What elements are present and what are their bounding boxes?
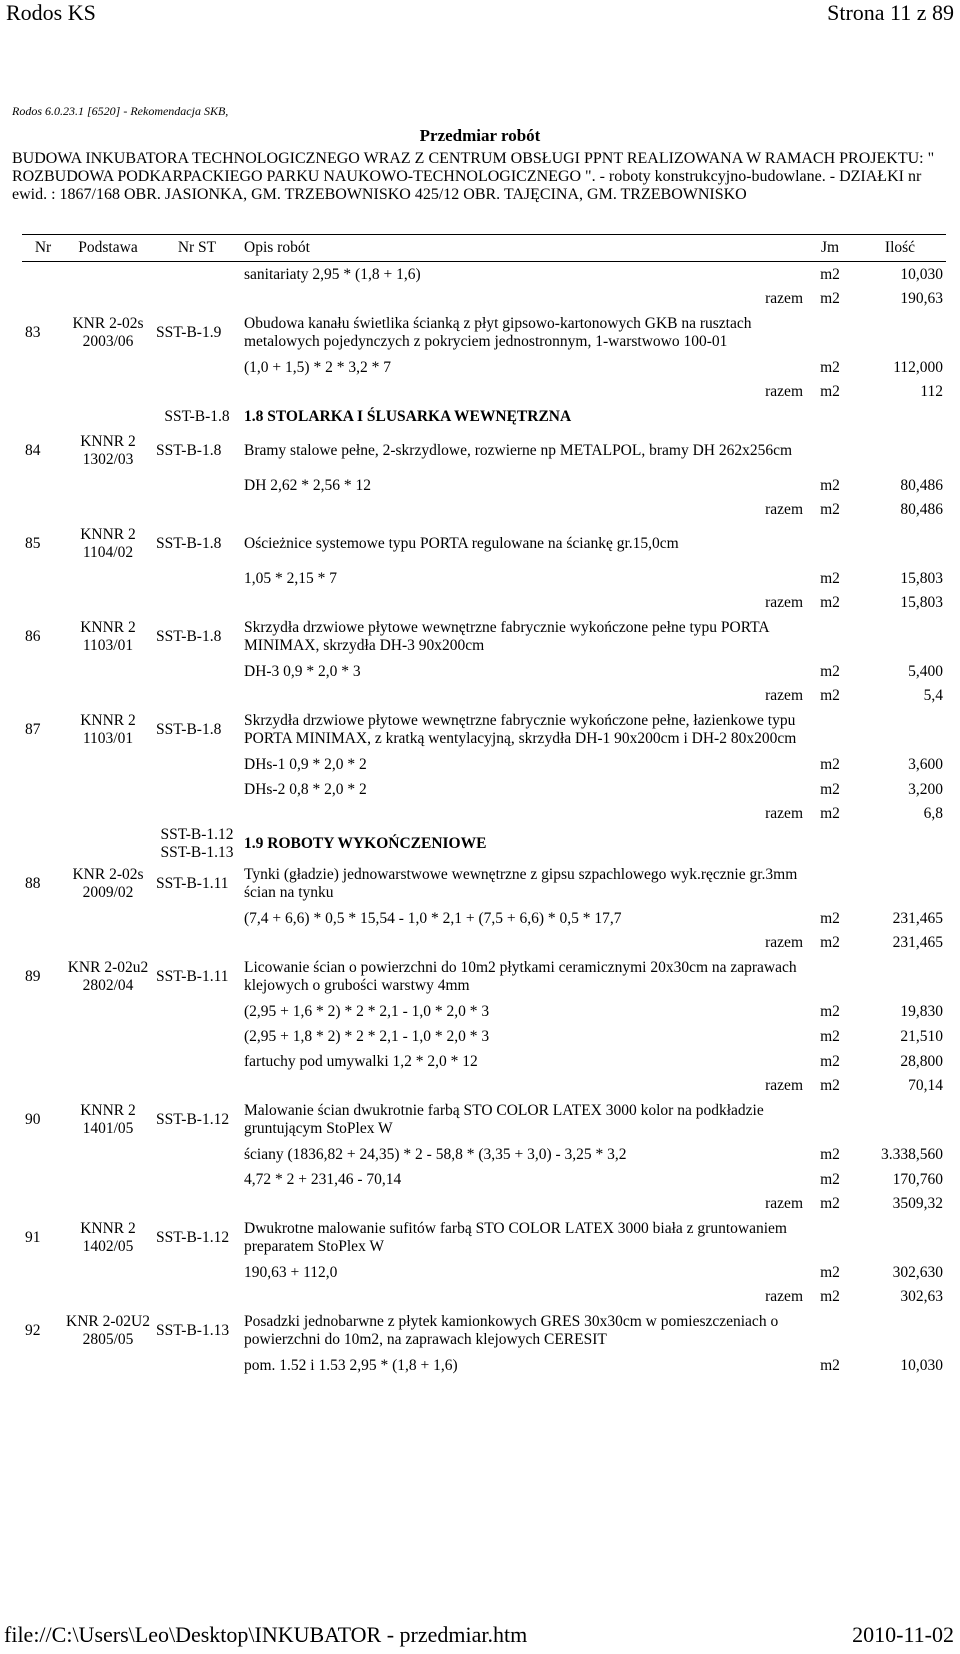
nrst-cell (153, 1353, 241, 1378)
table-row (22, 826, 946, 862)
unit-cell: m2 (820, 934, 840, 951)
podstawa-cell (63, 752, 153, 777)
document-title: Przedmiar robót (419, 126, 541, 145)
nrst-cell (153, 1049, 241, 1074)
quantity-total: 302,63 (900, 1288, 943, 1305)
quantity-cell (854, 522, 946, 566)
position-number: 86 (25, 628, 41, 645)
unit-cell: m2 (820, 1145, 840, 1163)
measure-text: DHs-2 0,8 * 2,0 * 2 (244, 780, 367, 798)
unit-cell: m2 (820, 1027, 840, 1045)
nrst-cell (153, 566, 241, 591)
unit-cell: m2 (820, 662, 840, 680)
position-number: 85 (25, 535, 41, 552)
podstawa-cell (63, 262, 153, 288)
nrst-cell (153, 1142, 241, 1167)
podstawa-cell (63, 1074, 153, 1098)
unit-cell (806, 311, 854, 355)
unit-cell: m2 (820, 1263, 840, 1281)
quantity-cell (854, 1216, 946, 1260)
nrst-cell (153, 1285, 241, 1309)
nrst-cell (153, 999, 241, 1024)
podstawa-cell (63, 659, 153, 684)
podstawa-code: KNNR 2 1103/01 (80, 712, 136, 747)
measure-text: (2,95 + 1,8 * 2) * 2 * 2,1 - 1,0 * 2,0 * 3 (244, 1027, 490, 1045)
razem-label: razem (765, 594, 803, 611)
podstawa-cell (63, 1049, 153, 1074)
position-number: 84 (25, 442, 41, 459)
podstawa-cell (63, 931, 153, 955)
podstawa-code: KNNR 2 1402/05 (80, 1220, 136, 1255)
table-row (22, 955, 946, 999)
podstawa-cell (63, 1142, 153, 1167)
podstawa-cell (63, 473, 153, 498)
unit-cell: m2 (820, 687, 840, 704)
spec-code: SST-B-1.8 (156, 721, 222, 738)
cost-table (22, 234, 946, 1378)
unit-cell (806, 404, 854, 429)
quantity-total: 112 (920, 383, 943, 400)
quantity-cell: 112,000 (893, 358, 943, 376)
table-row (22, 1098, 946, 1142)
quantity-cell: 231,465 (892, 909, 943, 927)
nrst-cell (153, 473, 241, 498)
quantity-cell (854, 955, 946, 999)
table-row (22, 1309, 946, 1353)
quantity-cell: 3,200 (908, 780, 943, 798)
col-nrst: Nr ST (153, 235, 241, 262)
nr-cell (22, 404, 63, 429)
unit-cell: m2 (820, 383, 840, 400)
quantity-cell (854, 1098, 946, 1142)
measure-text: 1,05 * 2,15 * 7 (244, 569, 337, 587)
spec-code: SST-B-1.12 (156, 1229, 230, 1246)
podstawa-code: KNNR 2 1104/02 (80, 526, 136, 561)
razem-label: razem (765, 687, 803, 704)
table-row (22, 380, 946, 404)
header-page-number: Strona 11 z 89 (827, 0, 954, 25)
nr-cell (22, 659, 63, 684)
nr-cell (22, 1260, 63, 1285)
unit-cell: m2 (820, 1002, 840, 1020)
position-number: 88 (25, 875, 41, 892)
quantity-cell: 21,510 (900, 1027, 943, 1045)
nr-cell (22, 1142, 63, 1167)
quantity-cell: 19,830 (900, 1002, 943, 1020)
table-row (22, 591, 946, 615)
table-row (22, 566, 946, 591)
razem-label: razem (765, 1195, 803, 1212)
table-row (22, 1216, 946, 1260)
nrst-cell (153, 1260, 241, 1285)
footer-path: file://C:\Users\Leo\Desktop\INKUBATOR - przedmiar.htm (4, 1622, 528, 1647)
nr-cell (22, 591, 63, 615)
podstawa-code: KNR 2-02u2 2802/04 (67, 959, 149, 994)
table-row (22, 1024, 946, 1049)
quantity-cell: 5,400 (908, 662, 943, 680)
nrst-cell (153, 380, 241, 404)
table-row (22, 262, 946, 288)
nr-cell (22, 906, 63, 931)
spec-code: SST-B-1.12 SST-B-1.13 (160, 826, 234, 861)
work-description: Licowanie ścian o powierzchni do 10m2 płytkami ceramicznymi 20x30cm na zaprawach klejowych o grubości warstwy 4mm (244, 959, 797, 994)
measure-text: pom. 1.52 i 1.53 2,95 * (1,8 + 1,6) (244, 1356, 458, 1374)
nr-cell (22, 802, 63, 826)
table-row (22, 708, 946, 752)
quantity-total: 15,803 (900, 594, 943, 611)
header-left: Rodos KS (6, 0, 96, 25)
razem-label: razem (765, 934, 803, 951)
table-row (22, 684, 946, 708)
nr-cell (22, 684, 63, 708)
table-row (22, 1192, 946, 1216)
spec-code: SST-B-1.11 (156, 875, 229, 892)
position-number: 91 (25, 1229, 41, 1246)
nrst-cell (153, 355, 241, 380)
quantity-total: 6,8 (923, 805, 943, 822)
quantity-cell (854, 1309, 946, 1353)
podstawa-code: KNR 2-02U2 2805/05 (66, 1313, 150, 1348)
unit-cell: m2 (820, 290, 840, 307)
nr-cell (22, 931, 63, 955)
table-row (22, 777, 946, 802)
podstawa-code: KNNR 2 1103/01 (80, 619, 136, 654)
spec-code: SST-B-1.13 (156, 1322, 230, 1339)
nr-cell (22, 287, 63, 311)
nrst-cell (153, 498, 241, 522)
podstawa-cell (63, 1353, 153, 1378)
podstawa-cell (63, 498, 153, 522)
position-number: 83 (25, 324, 41, 341)
table-header-row (22, 235, 946, 262)
nrst-cell (153, 752, 241, 777)
unit-cell: m2 (820, 805, 840, 822)
unit-cell (806, 862, 854, 906)
unit-cell (806, 615, 854, 659)
nr-cell (22, 826, 63, 862)
position-number: 87 (25, 721, 41, 738)
quantity-cell: 3,600 (908, 755, 943, 773)
unit-cell (806, 1098, 854, 1142)
nrst-cell (153, 1074, 241, 1098)
table-row (22, 287, 946, 311)
spec-code: SST-B-1.8 (164, 407, 230, 425)
nrst-cell (153, 659, 241, 684)
nrst-cell (153, 262, 241, 288)
nr-cell (22, 566, 63, 591)
podstawa-cell (63, 591, 153, 615)
podstawa-cell (63, 380, 153, 404)
podstawa-cell (63, 1167, 153, 1192)
quantity-total: 190,63 (900, 290, 943, 307)
unit-cell: m2 (820, 476, 840, 494)
spec-code: SST-B-1.11 (156, 968, 229, 985)
table-row (22, 1142, 946, 1167)
table-row (22, 1167, 946, 1192)
table-row (22, 1049, 946, 1074)
podstawa-cell (63, 777, 153, 802)
work-description: Skrzydła drzwiowe płytowe wewnętrzne fabrycznie wykończone pełne, łazienkowe typu PORTA MINIMAX, z kratką wentylacyjną, skrzydła DH-1 90x200cm i DH-2 80x200cm (244, 712, 797, 747)
measure-text: fartuchy pod umywalki 1,2 * 2,0 * 12 (244, 1052, 478, 1070)
podstawa-cell (63, 684, 153, 708)
table-row (22, 1260, 946, 1285)
col-podstawa: Podstawa (63, 235, 153, 262)
nr-cell (22, 262, 63, 288)
quantity-cell (854, 708, 946, 752)
table-row (22, 1353, 946, 1378)
unit-cell: m2 (820, 909, 840, 927)
project-description: BUDOWA INKUBATORA TECHNOLOGICZNEGO WRAZ Z CENTRUM OBSŁUGI PPNT REALIZOWANA W RAMACH PROJEKTU: " ROZBUDOWA PODKARPACKIEGO PARKU NAUKOWO-TECHNOLOGICZNEGO ". - roboty konstrukcyjno-budowlane. - DZIAŁKI nr ewid. : 1867/168 OBR. JASIONKA, GM. TRZEBOWNISKO 425/12 OBR. TAJĘCINA, GM. TRZEBOWNISKO (12, 150, 935, 203)
section-heading: 1.8 STOLARKA I ŚLUSARKA WEWNĘTRZNA (244, 407, 572, 425)
unit-cell: m2 (820, 594, 840, 611)
table-row (22, 404, 946, 429)
work-description: Posadzki jednobarwne z płytek kamionkowych GRES 30x30cm w pomieszczeniach o powierzchni do 10m2, na zaprawach klejowych CERESIT (244, 1313, 779, 1348)
table-row (22, 862, 946, 906)
spec-code: SST-B-1.12 (156, 1111, 230, 1128)
unit-cell: m2 (820, 501, 840, 518)
quantity-cell: 170,760 (892, 1170, 943, 1188)
quantity-total: 80,486 (900, 501, 943, 518)
unit-cell: m2 (820, 358, 840, 376)
col-ilosc: Ilość (854, 235, 946, 262)
nr-cell (22, 1024, 63, 1049)
unit-cell: m2 (820, 1195, 840, 1212)
podstawa-cell (63, 1192, 153, 1216)
podstawa-cell (63, 1024, 153, 1049)
nr-cell (22, 1049, 63, 1074)
razem-label: razem (765, 1288, 803, 1305)
podstawa-cell (63, 906, 153, 931)
quantity-cell (854, 404, 946, 429)
unit-cell: m2 (820, 755, 840, 773)
measure-text: sanitariaty 2,95 * (1,8 + 1,6) (244, 265, 421, 283)
work-description: Dwukrotne malowanie sufitów farbą STO COLOR LATEX 3000 biała z gruntowaniem preparatem StoPlex W (244, 1220, 787, 1255)
unit-cell: m2 (820, 1356, 840, 1374)
nrst-cell (153, 777, 241, 802)
quantity-total: 3509,32 (892, 1195, 943, 1212)
quantity-cell: 80,486 (900, 476, 943, 494)
position-number: 90 (25, 1111, 41, 1128)
unit-cell: m2 (820, 1052, 840, 1070)
quantity-cell: 3.338,560 (881, 1145, 943, 1163)
version-line: Rodos 6.0.23.1 [6520] - Rekomendacja SKB, (12, 104, 229, 118)
unit-cell (806, 708, 854, 752)
spec-code: SST-B-1.9 (156, 324, 222, 341)
quantity-cell (854, 826, 946, 862)
work-description: Tynki (gładzie) jednowarstwowe wewnętrzne z gipsu szpachlowego wyk.ręcznie gr.3mm ścian na tynku (244, 866, 798, 901)
table-row (22, 802, 946, 826)
table-row (22, 1074, 946, 1098)
section-heading: 1.9 ROBOTY WYKOŃCZENIOWE (244, 835, 487, 852)
unit-cell (806, 429, 854, 473)
measure-text: DHs-1 0,9 * 2,0 * 2 (244, 755, 367, 773)
table-row (22, 659, 946, 684)
quantity-cell: 10,030 (900, 265, 943, 283)
nr-cell (22, 1285, 63, 1309)
table-row (22, 522, 946, 566)
nr-cell (22, 498, 63, 522)
podstawa-code: KNNR 2 1302/03 (80, 433, 136, 468)
footer-date: 2010-11-02 (852, 1622, 954, 1647)
quantity-cell (854, 311, 946, 355)
table-row (22, 498, 946, 522)
nr-cell (22, 380, 63, 404)
razem-label: razem (765, 501, 803, 518)
unit-cell: m2 (820, 1288, 840, 1305)
nrst-cell (153, 931, 241, 955)
podstawa-cell (63, 1260, 153, 1285)
measure-text: 4,72 * 2 + 231,46 - 70,14 (244, 1170, 402, 1188)
razem-label: razem (765, 383, 803, 400)
table-row (22, 1285, 946, 1309)
podstawa-cell (63, 355, 153, 380)
quantity-total: 5,4 (923, 687, 943, 704)
podstawa-code: KNR 2-02s 2003/06 (72, 315, 144, 350)
col-opis: Opis robót (241, 235, 806, 262)
measure-text: ściany (1836,82 + 24,35) * 2 - 58,8 * (3,35 + 3,0) - 3,25 * 3,2 (244, 1145, 627, 1163)
nr-cell (22, 1353, 63, 1378)
nrst-cell (153, 287, 241, 311)
measure-text: (7,4 + 6,6) * 0,5 * 15,54 - 1,0 * 2,1 + (7,5 + 6,6) * 0,5 * 17,7 (244, 909, 622, 927)
nr-cell (22, 1074, 63, 1098)
quantity-cell: 10,030 (900, 1356, 943, 1374)
measure-text: 190,63 + 112,0 (244, 1263, 338, 1281)
nrst-cell (153, 802, 241, 826)
razem-label: razem (765, 805, 803, 822)
measure-text: DH 2,62 * 2,56 * 12 (244, 476, 372, 494)
measure-text: (1,0 + 1,5) * 2 * 3,2 * 7 (244, 358, 391, 376)
measure-text: (2,95 + 1,6 * 2) * 2 * 2,1 - 1,0 * 2,0 * 3 (244, 1002, 490, 1020)
nr-cell (22, 473, 63, 498)
table-row (22, 752, 946, 777)
nrst-cell (153, 1167, 241, 1192)
razem-label: razem (765, 290, 803, 307)
work-description: Ościeżnice systemowe typu PORTA regulowane na ściankę gr.15,0cm (244, 535, 679, 552)
podstawa-cell (63, 826, 153, 862)
work-description: Bramy stalowe pełne, 2-skrzydlowe, rozwierne np METALPOL, bramy DH 262x256cm (244, 442, 793, 459)
table-row (22, 311, 946, 355)
work-description: Skrzydła drzwiowe płytowe wewnętrzne fabrycznie wykończone pełne typu PORTA MINIMAX, skrzydła DH-3 90x200cm (244, 619, 769, 654)
spec-code: SST-B-1.8 (156, 535, 222, 552)
quantity-cell: 28,800 (900, 1052, 943, 1070)
nrst-cell (153, 906, 241, 931)
nrst-cell (153, 684, 241, 708)
nr-cell (22, 1192, 63, 1216)
col-nr: Nr (22, 235, 63, 262)
unit-cell (806, 1309, 854, 1353)
spec-code: SST-B-1.8 (156, 442, 222, 459)
unit-cell: m2 (820, 780, 840, 798)
podstawa-cell (63, 404, 153, 429)
work-description: Malowanie ścian dwukrotnie farbą STO COLOR LATEX 3000 kolor na podkładzie gruntującym StoPlex W (244, 1102, 764, 1137)
page-header (0, 0, 960, 30)
unit-cell: m2 (820, 1077, 840, 1094)
unit-cell: m2 (820, 1170, 840, 1188)
quantity-total: 231,465 (892, 934, 943, 951)
position-number: 89 (25, 968, 41, 985)
nrst-cell (153, 1024, 241, 1049)
unit-cell (806, 955, 854, 999)
unit-cell (806, 826, 854, 862)
quantity-cell: 15,803 (900, 569, 943, 587)
nr-cell (22, 999, 63, 1024)
nr-cell (22, 1167, 63, 1192)
nr-cell (22, 752, 63, 777)
podstawa-cell (63, 287, 153, 311)
table-row (22, 931, 946, 955)
podstawa-cell (63, 1285, 153, 1309)
nrst-cell (153, 1192, 241, 1216)
quantity-cell (854, 862, 946, 906)
quantity-cell: 302,630 (892, 1263, 943, 1281)
nr-cell (22, 355, 63, 380)
position-number: 92 (25, 1322, 41, 1339)
table-row (22, 473, 946, 498)
quantity-cell (854, 429, 946, 473)
col-jm: Jm (806, 235, 854, 262)
quantity-total: 70,14 (908, 1077, 943, 1094)
table-body (22, 262, 946, 1379)
unit-cell: m2 (820, 265, 840, 283)
table-row (22, 429, 946, 473)
table-row (22, 355, 946, 380)
quantity-cell (854, 615, 946, 659)
podstawa-code: KNNR 2 1401/05 (80, 1102, 136, 1137)
unit-cell (806, 1216, 854, 1260)
razem-label: razem (765, 1077, 803, 1094)
nr-cell (22, 777, 63, 802)
spec-code: SST-B-1.8 (156, 628, 222, 645)
measure-text: DH-3 0,9 * 2,0 * 3 (244, 662, 361, 680)
table-row (22, 999, 946, 1024)
podstawa-cell (63, 566, 153, 591)
table-row (22, 906, 946, 931)
unit-cell (806, 522, 854, 566)
podstawa-cell (63, 999, 153, 1024)
work-description: Obudowa kanału świetlika ścianką z płyt gipsowo-kartonowych GKB na rusztach metalowych pojedynczych z pokryciem jednostronnym, 1-warstwowo 100-01 (244, 315, 752, 350)
nrst-cell (153, 591, 241, 615)
podstawa-code: KNR 2-02s 2009/02 (72, 866, 144, 901)
podstawa-cell (63, 802, 153, 826)
unit-cell: m2 (820, 569, 840, 587)
table-row (22, 615, 946, 659)
